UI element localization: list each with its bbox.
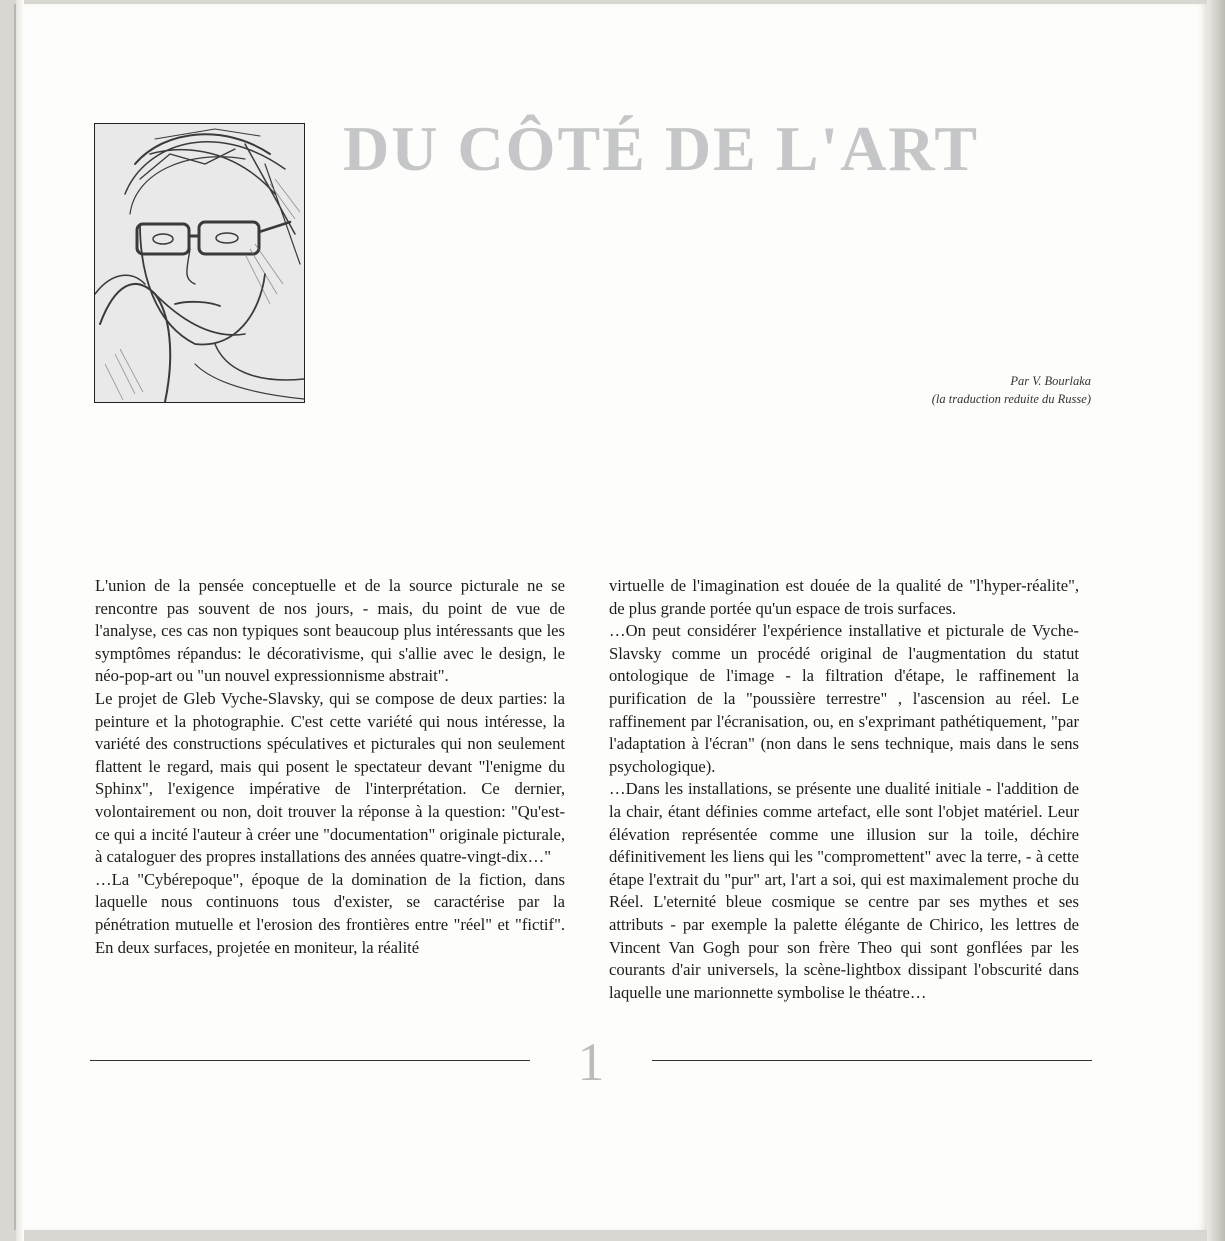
footer-rule-left bbox=[90, 1060, 530, 1061]
page-spine-edge bbox=[1207, 0, 1225, 1241]
paragraph: …On peut considérer l'expérience installative et picturale de Vyche-Slavsky comme un procédé original de l'augmentation du statut ontologique de l'image - la filtration d'étape, le raffinement la purification de la "poussière terrestre" , l'ascension au réel. Le raffinement par l'écranisation, ou, en s'exprimant pathétiquement, "par l'adaptation à l'écran" (non dans le sens technique, mais dans le sens psychologique). bbox=[609, 621, 1079, 776]
byline-author: Par V. Bourlaka bbox=[1010, 374, 1091, 388]
paragraph: …Dans les installations, se présente une dualité initiale - l'addition de la chair, étant définies comme artefact, elle sont l'objet matériel. Leur élévation représentée comme une illusion sur la toile, déchire définitivement les liens qui les "compromettent" avec la terre, - à cette étape l'extrait du "pur" art, l'art a soi, qui est maximalement proche du Réel. L'eternité bleue cosmique se centre par ses mythes et ses attributs - par exemple la palette élégante de Chirico, les lettres de Vincent Van Gogh pour son frère Theo qui sont gonflées par les courants d'air universels, la scène-lightbox dissipant l'obscurité dans laquelle une marionnette symbolise le théatre… bbox=[609, 779, 1079, 1002]
paragraph: …La "Cybérepoque", époque de la domination de la fiction, dans laquelle nous continuons tous d'exister, se caractérise par la pénétration mutuelle et l'erosion des frontières entre "réel" et "fictif". En deux surfaces, projetée en moniteur, la réalité bbox=[95, 869, 565, 957]
byline-note: (la traduction reduite du Russe) bbox=[931, 392, 1091, 406]
page-fold-shadow bbox=[16, 0, 24, 1241]
paragraph: virtuelle de l'imagination est douée de la qualité de "l'hyper-réalite", de plus grande portée qu'un espace de trois surfaces. bbox=[609, 576, 1079, 618]
portrait-illustration bbox=[94, 123, 305, 403]
byline bbox=[932, 372, 1091, 408]
paragraph: Le projet de Gleb Vyche-Slavsky, qui se compose de deux parties: la peinture et la photographie. C'est cette variété qui nous intéresse, la variété des constructions spéculatives et picturales qui non seulement flattent le regard, mais qui posent le spectateur devant "l'enigme du Sphinx", l'exigence impérative de l'interprétation. Ce dernier, volontairement ou non, doit trouver la réponse à la question: "Qu'est-ce qui a incité l'auteur à créer une "documentation" originale picturale, à cataloguer des propres installations des années quatre-vingt-dix…" bbox=[95, 688, 565, 867]
page-number: 1 bbox=[577, 1032, 605, 1092]
paragraph: L'union de la pensée conceptuelle et de la source picturale ne se rencontre pas souvent de nos jours, - mais, du point de vue de l'analyse, ces cas non typiques sont beaucoup plus intéressants que les symptômes répandus: le décorativisme, qui s'allie avec le design, le néo-pop-art ou "un nouvel expressionnisme abstrait". bbox=[95, 576, 565, 686]
article-title: DU CÔTÉ DE L'ART bbox=[343, 113, 980, 184]
portrait-sketch-icon bbox=[95, 124, 304, 402]
right-text-column bbox=[609, 575, 1079, 1004]
footer-rule-right bbox=[652, 1060, 1092, 1061]
left-text-column bbox=[95, 575, 565, 959]
